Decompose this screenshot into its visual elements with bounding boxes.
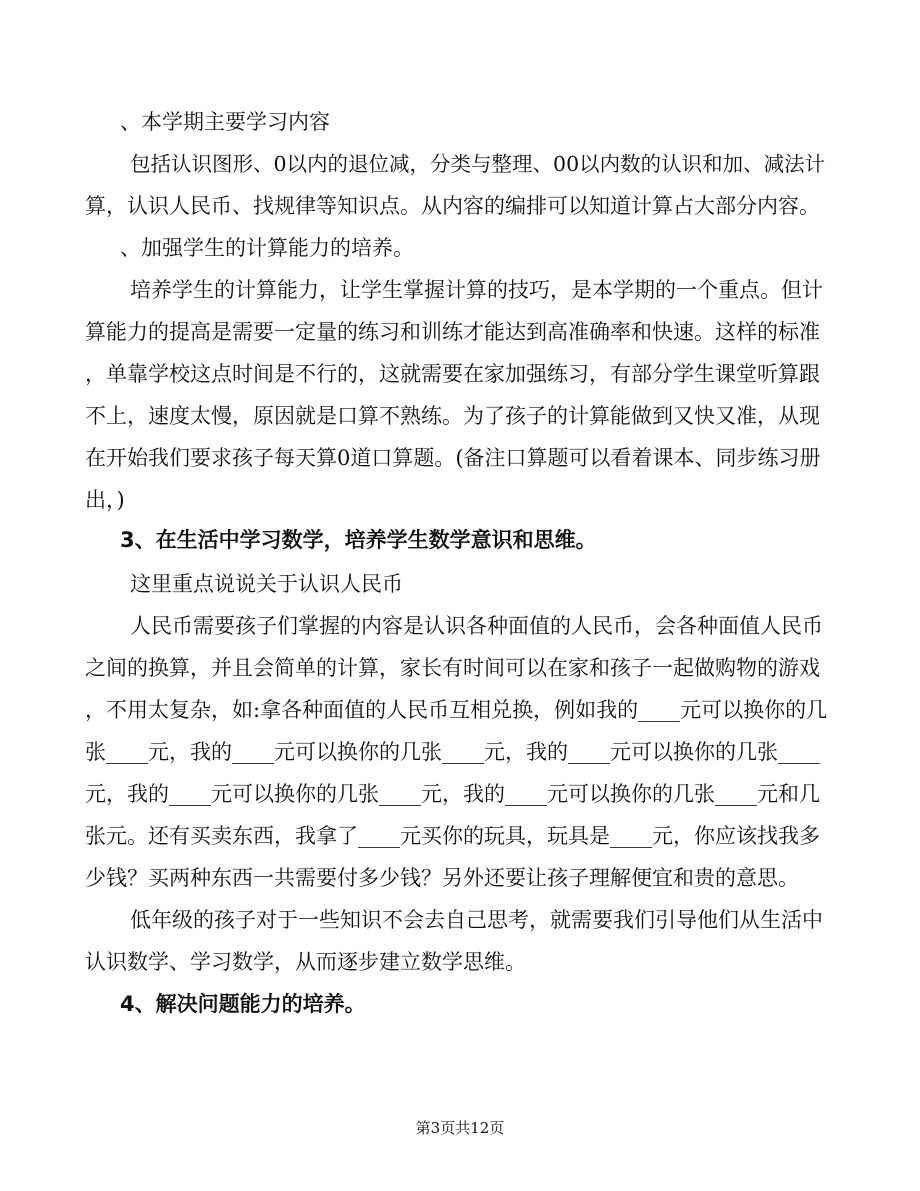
section-heading: 、本学期主要学习内容: [120, 110, 330, 134]
section-heading: 、加强学生的计算能力的培养。: [120, 236, 414, 260]
paragraph-line: 包括认识图形、0以内的退位减，分类与整理、00以内数的认识和加、减法计: [130, 152, 826, 176]
paragraph-line: ，单靠学校这点时间是不行的，这就需要在家加强练习，有部分学生课堂听算跟: [85, 362, 820, 386]
paragraph-line: 出，): [85, 488, 125, 512]
section-heading-bold: 3、在生活中学习数学，培养学生数学意识和思维。: [120, 528, 597, 552]
paragraph-line: 认识数学、学习数学，从而逐步建立数学思维。: [85, 950, 526, 974]
paragraph-line: 张____元，我的____元可以换你的几张____元，我的____元可以换你的几张____: [85, 740, 820, 764]
paragraph-line: 张元。还有买卖东西，我拿了____元买你的玩具，玩具是____元，你应该找我多: [85, 824, 820, 848]
paragraph-line: ，不用太复杂，如:拿各种面值的人民币互相兑换，例如我的____元可以换你的几: [85, 698, 828, 722]
paragraph-line: 在开始我们要求孩子每天算0道口算题。(备注口算题可以看着课本、同步练习册: [85, 446, 821, 470]
page-number: 第3页共12页: [415, 1119, 505, 1137]
paragraph-line: 人民币需要孩子们掌握的内容是认识各种面值的人民币，会各种面值人民币: [130, 614, 823, 638]
paragraph-line: 之间的换算，并且会简单的计算，家长有时间可以在家和孩子一起做购物的游戏: [85, 656, 820, 680]
paragraph-line: 少钱？买两种东西一共需要付多少钱？另外还要让孩子理解便宜和贵的意思。: [85, 866, 799, 890]
paragraph-line: 培养学生的计算能力，让学生掌握计算的技巧，是本学期的一个重点。但计: [130, 278, 823, 302]
paragraph-line: 低年级的孩子对于一些知识不会去自己思考，就需要我们引导他们从生活中: [130, 908, 823, 932]
paragraph-line: 元，我的____元可以换你的几张____元，我的____元可以换你的几张____元和几: [85, 782, 820, 806]
paragraph-line: 算能力的提高是需要一定量的练习和训练才能达到高准确率和快速。这样的标准: [85, 320, 820, 344]
section-heading-bold: 4、解决问题能力的培养。: [120, 992, 366, 1016]
paragraph-line: 这里重点说说关于认识人民币: [130, 572, 403, 596]
paragraph-line: 不上，速度太慢，原因就是口算不熟练。为了孩子的计算能做到又快又准，从现: [85, 404, 820, 428]
paragraph-line: 算，认识人民币、找规律等知识点。从内容的编排可以知道计算占大部分内容。: [85, 194, 820, 218]
